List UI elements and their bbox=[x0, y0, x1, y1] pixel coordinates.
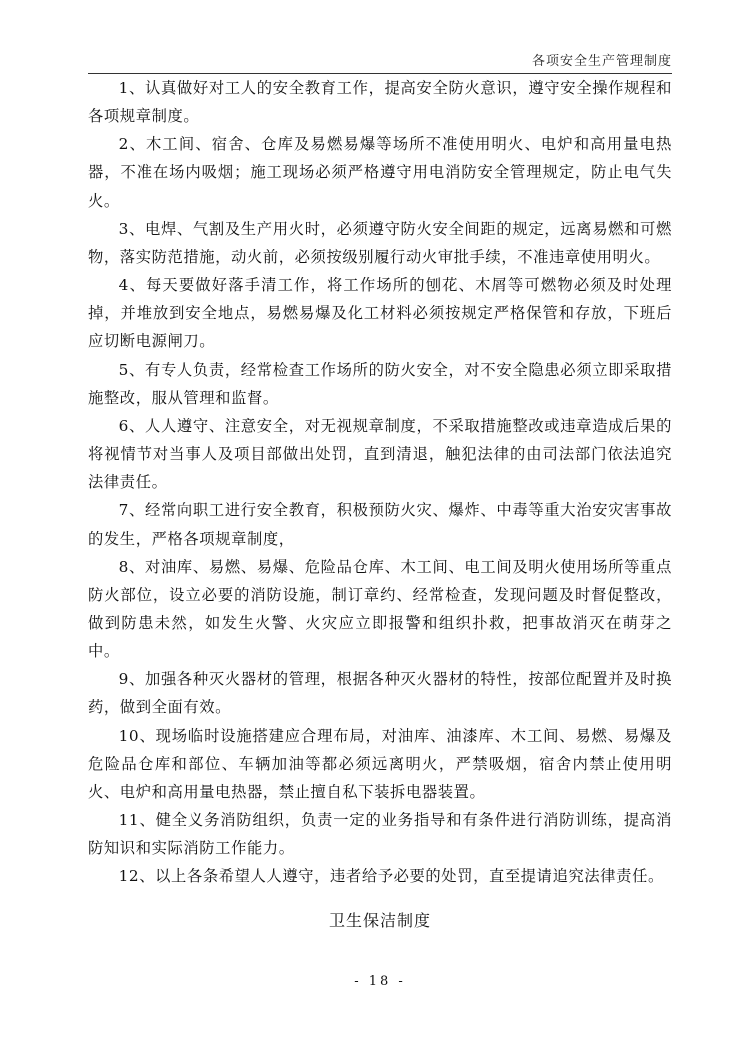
document-body bbox=[88, 74, 672, 891]
page-number: - 18 - bbox=[354, 974, 406, 989]
paragraph-5: 5、有专人负责，经常检查工作场所的防火安全，对不安全隐患必须立即采取措施整改，服从管理和监督。 bbox=[88, 360, 672, 407]
paragraph-4: 4、每天要做好落手清工作，将工作场所的刨花、木屑等可燃物必须及时处理掉，并堆放到安全地点，易燃易爆及化工材料必须按规定严格保管和存放，下班后应切断电源闸刀。 bbox=[88, 276, 672, 351]
paragraph-2: 2、木工间、宿舍、仓库及易燃易爆等场所不准使用明火、电炉和高用量电热器，不准在场内吸烟；施工现场必须严格遵守用电消防安全管理规定，防止电气失火。 bbox=[88, 135, 672, 210]
paragraph-6: 6、人人遵守、注意安全，对无视规章制度，不采取措施整改或违章造成后果的将视情节对当事人及项目部做出处罚，直到清退，触犯法律的由司法部门依法追究法律责任。 bbox=[88, 416, 672, 492]
paragraph-11: 11、健全义务消防组织，负责一定的业务指导和有条件进行消防训练，提高消防知识和实际消防工作能力。 bbox=[88, 811, 672, 858]
paragraph-3: 3、电焊、气割及生产用火时，必须遵守防火安全间距的规定，远离易燃和可燃物，落实防范措施，动火前，必须按级别履行动火审批手续，不准违章使用明火。 bbox=[88, 219, 672, 266]
paragraph-1: 1、认真做好对工人的安全教育工作，提高安全防火意识，遵守安全操作规程和各项规章制度。 bbox=[88, 79, 672, 126]
paragraph-12: 12、以上各条希望人人遵守，违者给予必要的处罚，直至提请追究法律责任。 bbox=[118, 867, 664, 886]
paragraph-7: 7、经常向职工进行安全教育，积极预防火灾、爆炸、中毒等重大治安灾害事故的发生，严格各项规章制度， bbox=[88, 501, 672, 548]
paragraph-9: 9、加强各种灭火器材的管理，根据各种灭火器材的特性，按部位配置并及时换药，做到全面有效。 bbox=[88, 670, 672, 717]
paragraph-8: 8、对油库、易燃、易爆、危险品仓库、木工间、电工间及明火使用场所等重点防火部位，设立必要的消防设施，制订章约、经常检查，发现问题及时督促整改，做到防患未然，如发生火警、火灾应立即报警和组织扑救，把事故消灭在萌芽之中。 bbox=[88, 557, 672, 661]
paragraph-10: 10、现场临时设施搭建应合理布局，对油库、油漆库、木工间、易燃、易爆及危险品仓库和部位、车辆加油等都必须远离明火，严禁吸烟，宿舍内禁止使用明火、电炉和高用量电热器，禁止擅自私下装拆电器装置。 bbox=[88, 726, 672, 801]
section-title: 卫生保洁制度 bbox=[328, 911, 431, 930]
page-header: 各项安全生产管理制度 bbox=[88, 50, 672, 74]
